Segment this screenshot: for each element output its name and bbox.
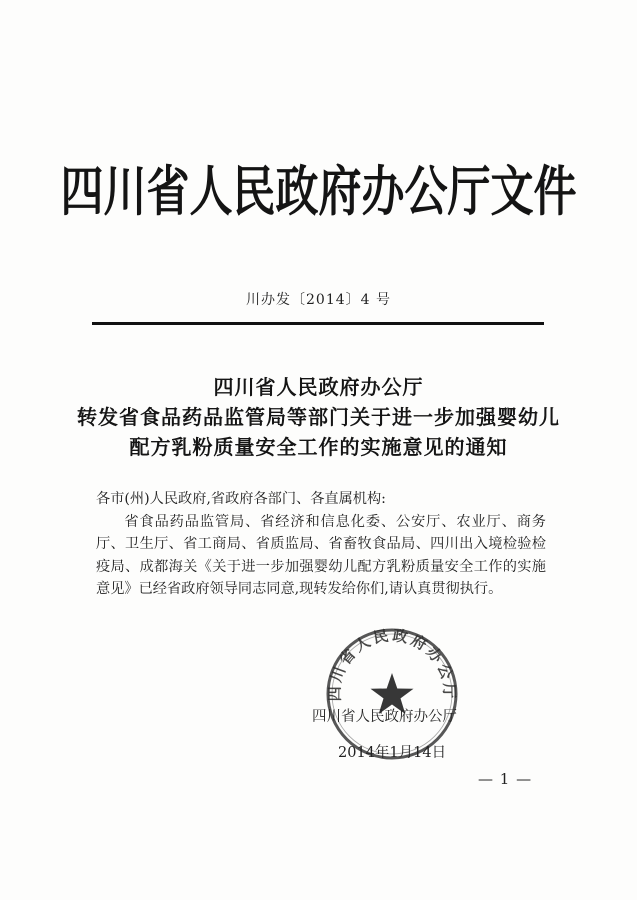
salutation: 各市(州)人民政府,省政府各部门、各直属机构:	[96, 491, 386, 507]
document-number: 川办发〔2014〕4 号	[246, 292, 391, 308]
body-paragraph: 省食品药品监管局、省经济和信息化委、公安厅、农业厅、商务厅、卫生厅、省工商局、省质监局、省畜牧食品局、四川出入境检验检疫局、成都海关《关于进一步加强婴幼儿配方乳粉质量安全工作的实施意见》已经省政府领导同志同意,现转发给你们,请认真贯彻执行。	[96, 513, 546, 597]
title-line-2: 转发省食品药品监管局等部门关于进一步加强婴幼儿	[77, 405, 560, 429]
document-body	[96, 488, 546, 601]
title-line-1: 四川省人民政府办公厅	[213, 375, 424, 399]
issuer-signature: 四川省人民政府办公厅	[312, 709, 457, 725]
header-divider	[92, 322, 544, 325]
issue-date: 2014年1月14日	[338, 745, 447, 761]
document-title	[0, 372, 637, 462]
page-number: — 1 —	[478, 770, 533, 788]
seal-text: 四川省人民政府办公厅	[325, 626, 459, 702]
document-header-title: 四川省人民政府办公厅文件	[60, 161, 577, 224]
title-line-3: 配方乳粉质量安全工作的实施意见的通知	[129, 435, 508, 459]
